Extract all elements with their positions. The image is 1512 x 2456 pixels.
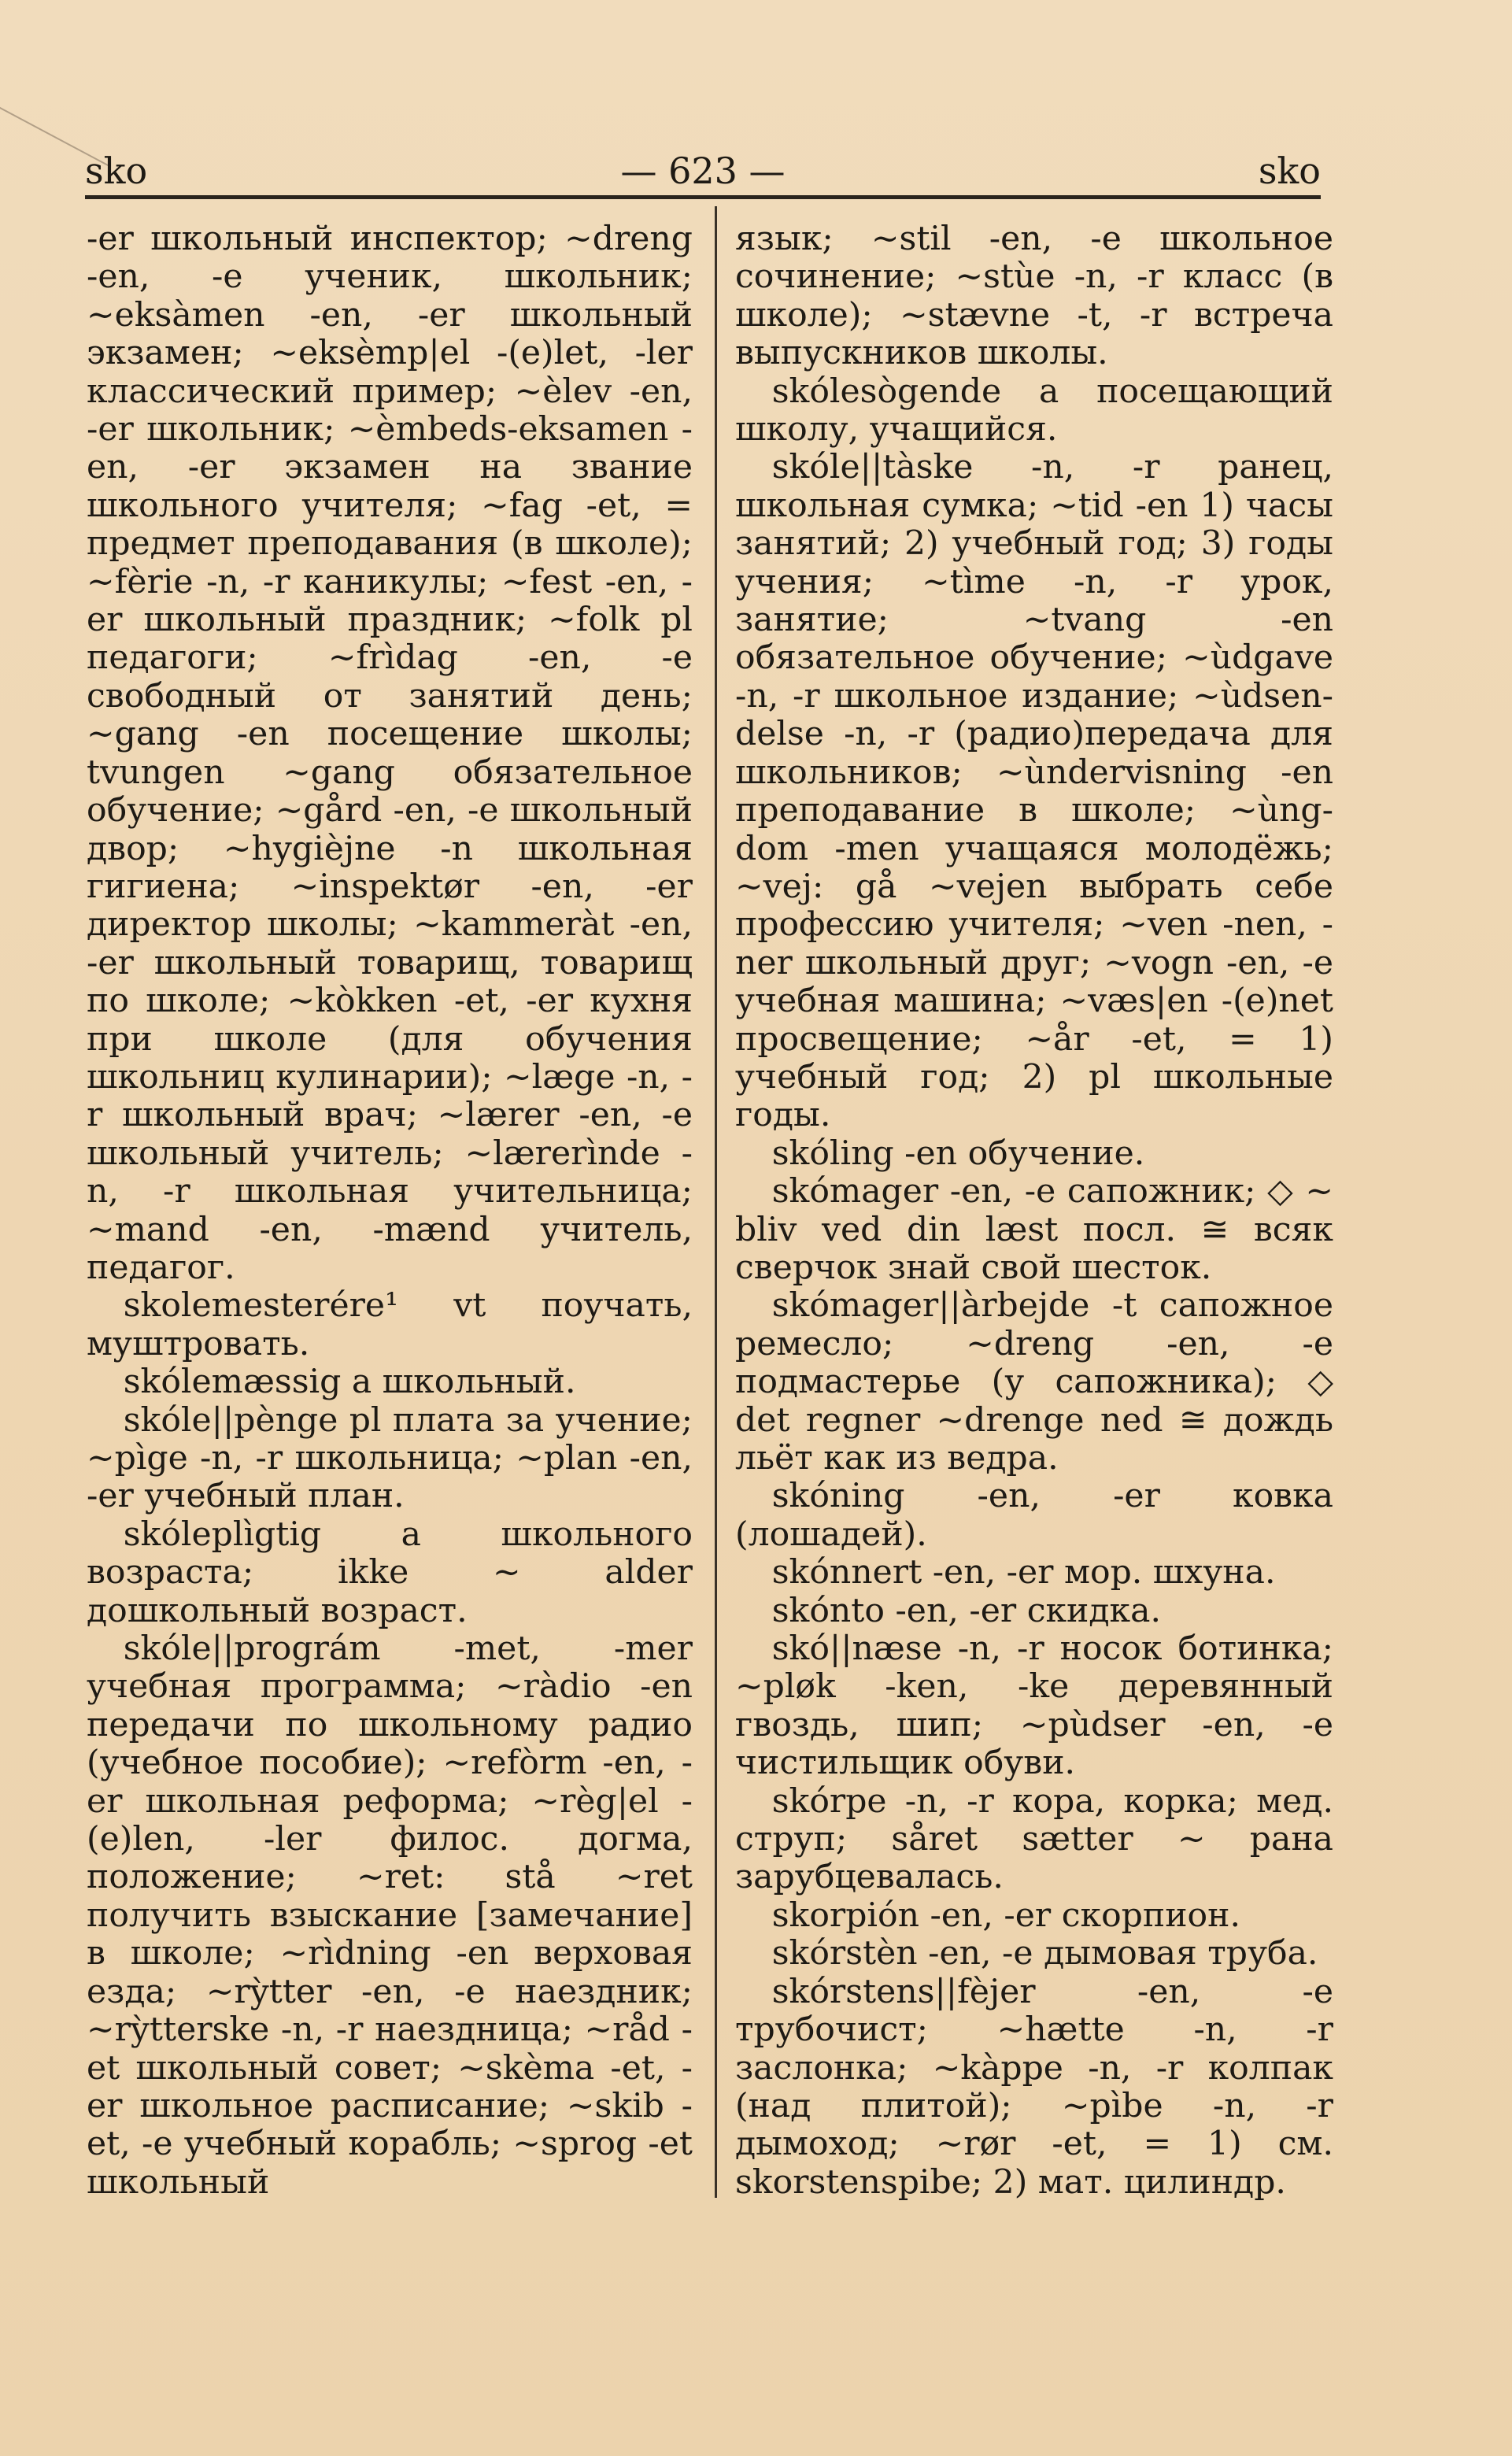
entry: skómager||àrbejde -t сапожное ремесло; ~dreng -en, -e подмастерье (у сапожника); ◇ det regner ~drenge ned ≅ дождь льёт как из ведра.: [735, 1286, 1333, 1478]
entry: skolemesterére¹ vt поучать, муштровать.: [87, 1286, 693, 1363]
header-left-guide-word: sko: [85, 150, 148, 192]
entry: skóle||prográm -met, -mer учебная программа; ~ràdio -en передачи по школьному радио (учебное пособие); ~refòrm -en, -er школьная реформа; ~règ|el -(e)len, -ler филос. догма, положение; ~ret: stå ~ret получить взыскание [замечание] в школе; ~rìdning -en верховая езда; ~rỳtter -en, -e наездник; ~rỳtterske -n, -r наездница; ~råd -et школьный совет; ~skèma -et, -er школьное расписание; ~skib -et, -e учебный корабль; ~sprog -et школьный: [87, 1629, 693, 2202]
entry: язык; ~stil -en, -e школьное сочинение; ~stùe -n, -r класс (в школе); ~stævne -t, -r встреча выпускников школы.: [735, 220, 1333, 373]
header-right-guide-word: sko: [1258, 150, 1321, 192]
entry: skórstèn -en, -e дымовая труба.: [771, 1934, 1318, 1973]
entry: skóle||tàske -n, -r ранец, школьная сумка; ~tid -en 1) часы занятий; 2) учебный год; 3) годы учения; ~tìme -n, -r урок, занятие; ~tvang -en обязательное обучение; ~ùdgave -n, -r школьное издание; ~ùdsen-delse -n, -r (радио)передача для школьников; ~ùndervisning -en преподавание в школе; ~ùng-dom -men учащаяся молодёжь; ~vej: gå ~vejen выбрать себе профессию учителя; ~ven -nen, -ner школьный друг; ~vogn -en, -e учебная машина; ~væs|en -(e)net просвещение; ~år -et, = 1) учебный год; 2) pl школьные годы.: [735, 448, 1333, 1135]
entry: -er школьный инспектор; ~dreng -en, -e ученик, школьник; ~eksàmen -en, -er школьный экзамен; ~eksèmp|el -(e)let, -ler классический пример; ~èlev -en, -er школьник; ~èmbeds-eksamen -en, -er экзамен на звание школьного учителя; ~fag -et, = предмет преподавания (в школе); ~fèrie -n, -r каникулы; ~fest -en, -er школьный праздник; ~folk pl педагоги; ~frìdag -en, -e свободный от занятий день; ~gang -en посещение школы; tvungen ~gang обязательное обучение; ~gård -en, -e школьный двор; ~hygièjne -n школьная гигиена; ~inspektør -en, -er директор школы; ~kammeràt -en, -er школьный товарищ, товарищ по школе; ~kòkken -et, -er кухня при школе (для обучения школьниц кулинарии); ~læge -n, -r школьный врач; ~lærer -en, -e школьный учитель; ~lærerìnde -n, -r школьная учительница; ~mand -en, -mænd учитель, педагог.: [87, 220, 693, 1287]
right-column: [735, 220, 1333, 2202]
entry: skólemæssig a школьный.: [123, 1363, 576, 1402]
header-rule: [85, 195, 1321, 199]
entry: skóleplìgtig a школьного возраста; ikke ~ alder дошкольный возраст.: [87, 1515, 693, 1630]
entry: skó||næse -n, -r носок ботинка; ~pløk -ken, -ke деревянный гвоздь, шип; ~pùdser -en, -e чистильщик обуви.: [735, 1629, 1333, 1783]
page-number: — 623 —: [620, 150, 786, 192]
entry: skóling -en обучение.: [771, 1134, 1145, 1173]
entry: skórpe -n, -r кора, корка; мед. струп; såret sætter ~ рана зарубцевалась.: [735, 1781, 1333, 1897]
entry: skóning -en, -er ковка (лошадей).: [735, 1477, 1333, 1554]
left-column: [87, 220, 693, 2202]
entry: skórstens||fèjer -en, -e трубочист; ~hætte -n, -r заслонка; ~kàppe -n, -r колпак (над плитой); ~pìbe -n, -r дымоход; ~rør -et, = 1) см. skorstenspibe; 2) мат. цилиндр.: [735, 1972, 1333, 2202]
page-header: [85, 146, 1321, 195]
column-divider: [715, 206, 717, 2198]
corner-fold-mark: [0, 0, 153, 166]
entry: skónnert -en, -er мор. шхуна.: [771, 1553, 1276, 1592]
entry: skólesògende a посещающий школу, учащийся.: [735, 372, 1333, 449]
entry: skóle||pènge pl плата за учение; ~pìge -n, -r школьница; ~plan -en, -er учебный план.: [87, 1400, 693, 1516]
entry: skómager -en, -e сапожник; ◇ ~ bliv ved din læst посл. ≅ всяк сверчок знай свой шесток.: [735, 1172, 1333, 1287]
entry: skorpión -en, -er скорпион.: [771, 1896, 1240, 1935]
entry: skónto -en, -er скидка.: [771, 1591, 1161, 1630]
